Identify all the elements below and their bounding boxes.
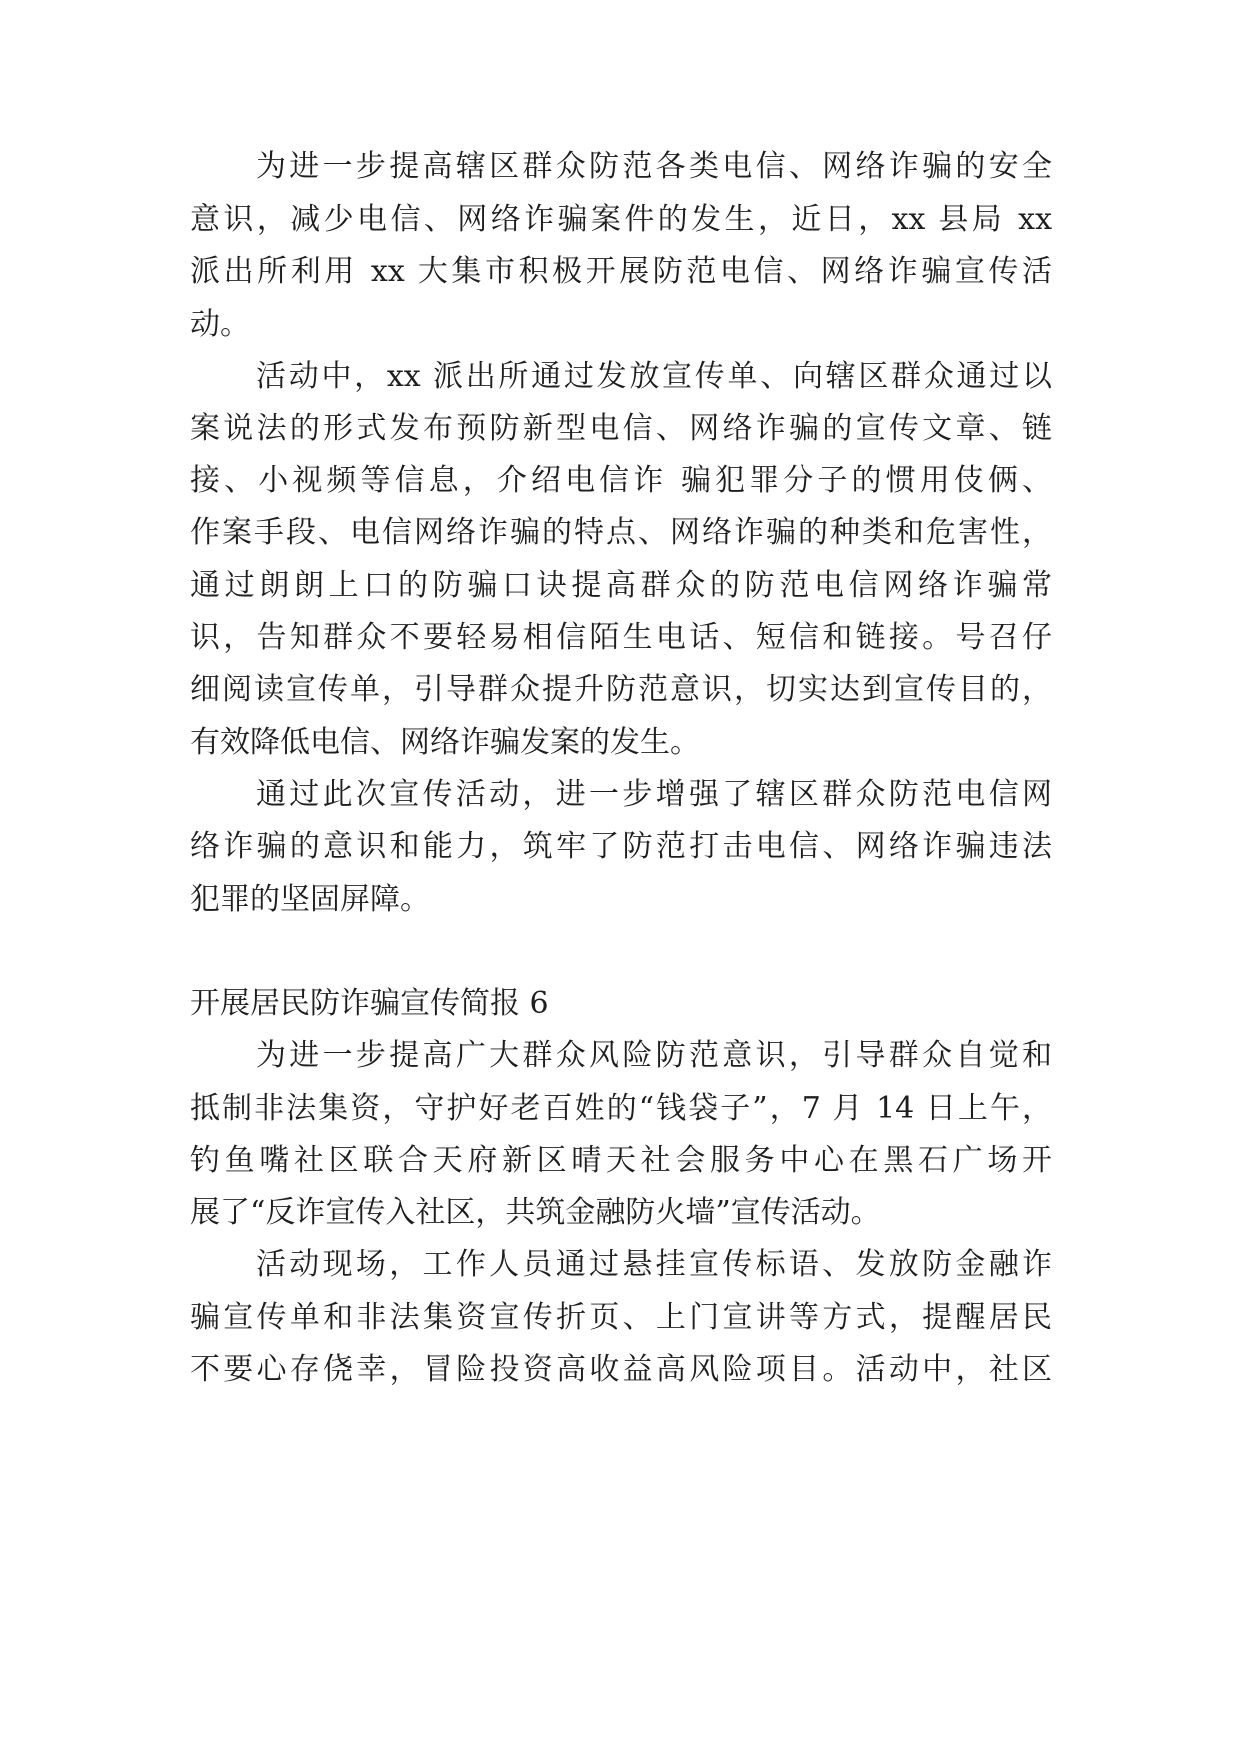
- paragraph-2-line-5: 通过朗朗上口的防骗口诀提高群众的防范电信网络诈骗常: [190, 568, 1052, 603]
- paragraph-2-line-3: 接、小视频等信息，介绍电信诈 骗犯罪分子的惯用伎俩、: [190, 463, 1052, 498]
- paragraph-1-line-4: 动。: [190, 307, 250, 342]
- paragraph-4-line-4: 展了“反诈宣传入社区，共筑金融防火墙”宣传活动。: [190, 1195, 881, 1230]
- paragraph-4-line-1: 为进一步提高广大群众风险防范意识，引导群众自觉和: [256, 1038, 1052, 1073]
- paragraph-4-line-3: 钓鱼嘴社区联合天府新区晴天社会服务中心在黑石广场开: [190, 1143, 1052, 1178]
- paragraph-3-line-3: 犯罪的坚固屏障。: [190, 882, 430, 917]
- paragraph-2-line-7: 细阅读宣传单，引导群众提升防范意识，切实达到宣传目的，: [190, 672, 1052, 707]
- paragraph-1-line-2: 意识，减少电信、网络诈骗案件的发生，近日，xx 县局 xx: [190, 202, 1052, 237]
- paragraph-2-line-4: 作案手段、电信网络诈骗的特点、网络诈骗的种类和危害性，: [190, 515, 1052, 550]
- paragraph-4-line-2: 抵制非法集资，守护好老百姓的“钱袋子”，7 月 14 日上午，: [190, 1091, 1052, 1126]
- paragraph-5-line-3: 不要心存侥幸，冒险投资高收益高风险项目。活动中，社区: [190, 1352, 1052, 1387]
- section-heading: 开展居民防诈骗宣传简报 6: [190, 986, 549, 1021]
- paragraph-1-line-1: 为进一步提高辖区群众防范各类电信、网络诈骗的安全: [256, 149, 1052, 184]
- paragraph-5-line-2: 骗宣传单和非法集资宣传折页、上门宣讲等方式，提醒居民: [190, 1300, 1052, 1335]
- paragraph-1-line-3: 派出所利用 xx 大集市积极开展防范电信、网络诈骗宣传活: [190, 254, 1052, 289]
- paragraph-3-line-1: 通过此次宣传活动，进一步增强了辖区群众防范电信网: [256, 777, 1052, 812]
- paragraph-5-line-1: 活动现场，工作人员通过悬挂宣传标语、发放防金融诈: [256, 1247, 1052, 1282]
- paragraph-2-line-2: 案说法的形式发布预防新型电信、网络诈骗的宣传文章、链: [190, 411, 1052, 446]
- paragraph-2-line-1: 活动中，xx 派出所通过发放宣传单、向辖区群众通过以: [256, 359, 1052, 394]
- paragraph-3-line-2: 络诈骗的意识和能力，筑牢了防范打击电信、网络诈骗违法: [190, 829, 1052, 864]
- paragraph-2-line-6: 识，告知群众不要轻易相信陌生电话、短信和链接。号召仔: [190, 620, 1052, 655]
- paragraph-2-line-8: 有效降低电信、网络诈骗发案的发生。: [190, 725, 700, 760]
